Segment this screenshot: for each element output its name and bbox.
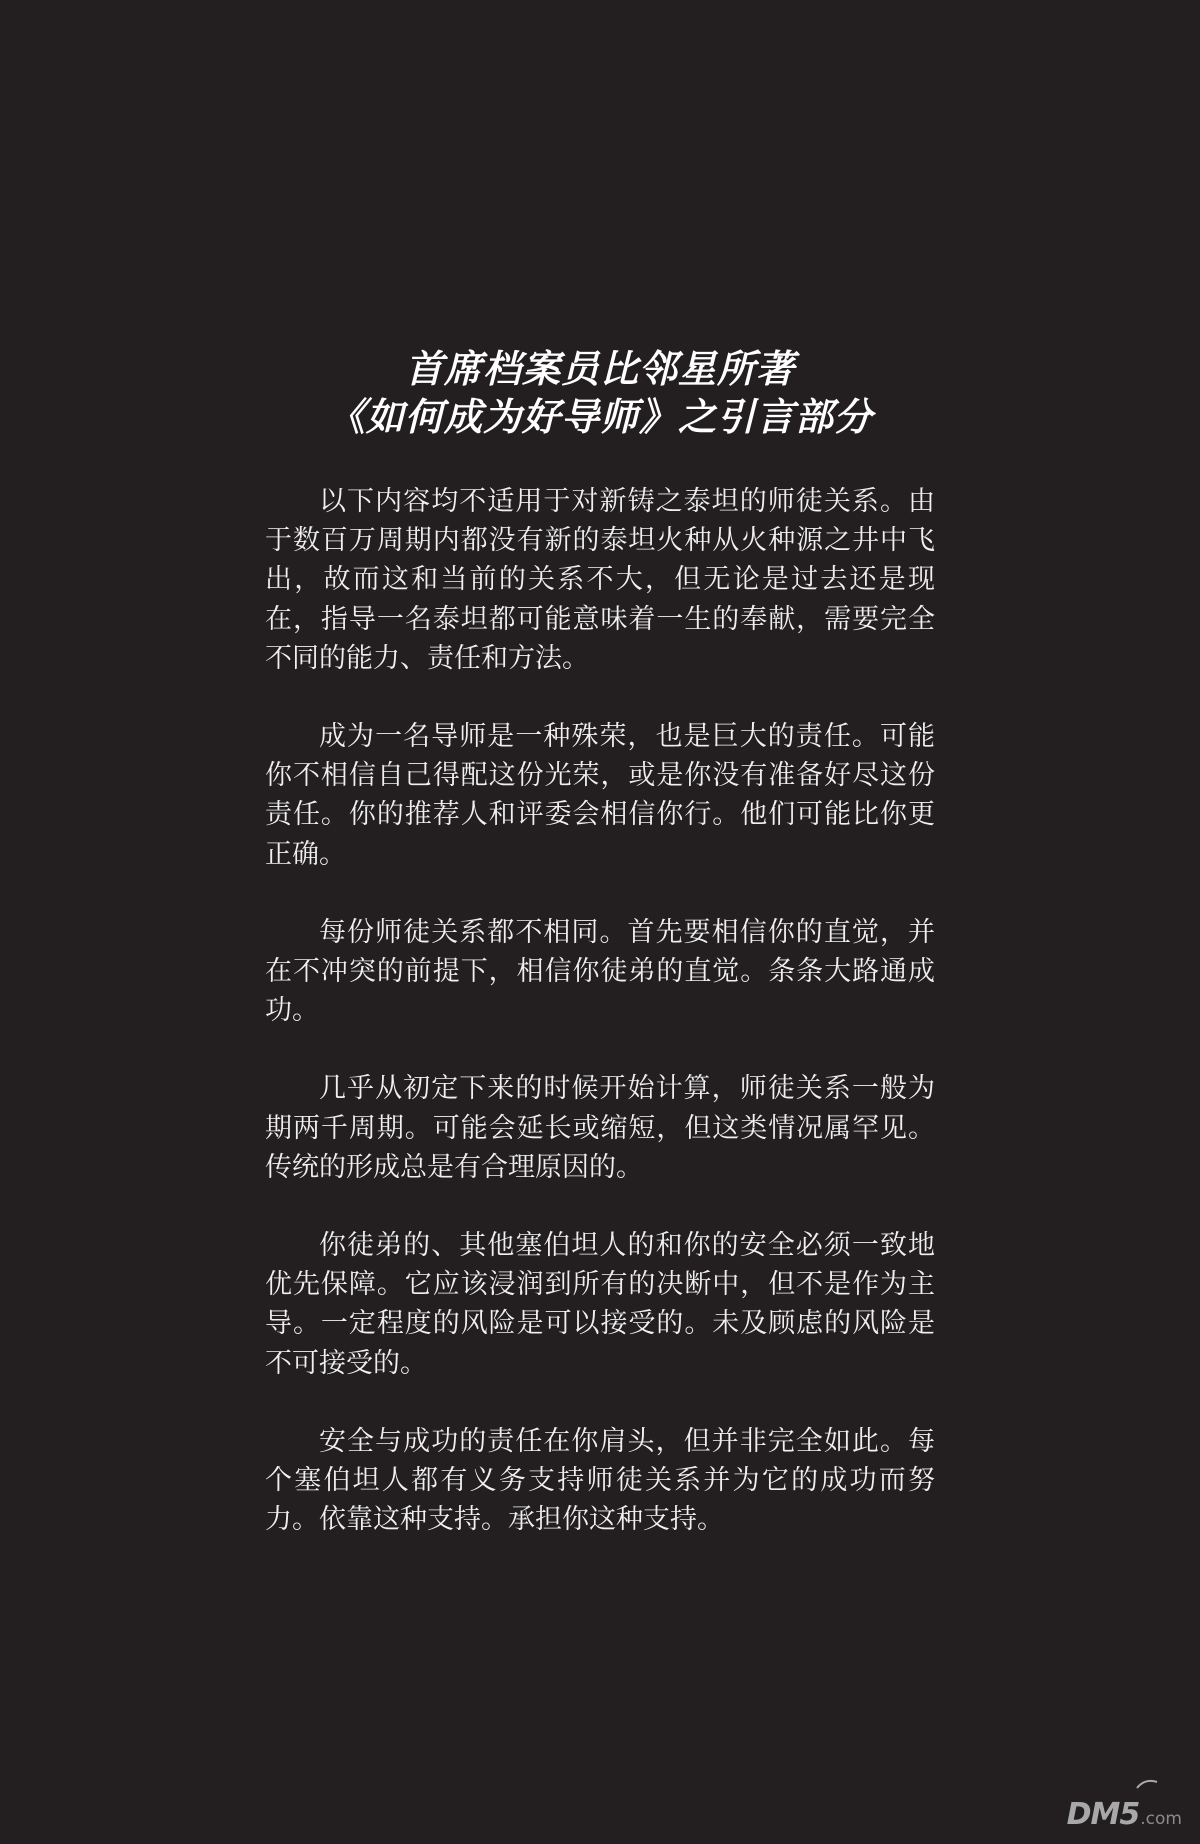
paragraph-4: 几乎从初定下来的时候开始计算，师徒关系一般为期两千周期。可能会延长或缩短，但这类情况属罕见。传统的形成总是有合理原因的。 (265, 1073, 935, 1183)
paragraph-6: 安全与成功的责任在你肩头，但并非完全如此。每个塞伯坦人都有义务支持师徒关系并为它的成功而努力。依靠这种支持。承担你这种支持。 (265, 1425, 935, 1536)
paragraph-5: 你徒弟的、其他塞伯坦人的和你的安全必须一致地优先保障。它应该浸润到所有的决断中，但不是作为主导。一定程度的风险是可以接受的。未及顾虑的风险是不可接受的。 (265, 1230, 935, 1379)
title-line-1: 首席档案员比邻星所著 (404, 347, 795, 391)
paragraph-3: 每份师徒关系都不相同。首先要相信你的直觉，并在不冲突的前提下，相信你徒弟的直觉。条条大路通成功。 (265, 916, 935, 1027)
paragraph-1: 以下内容均不适用于对新铸之泰坦的师徒关系。由于数百万周期内都没有新的泰坦火种从火种源之井中飞出，故而这和当前的关系不大，但无论是过去还是现在，指导一名泰坦都可能意味着一生的奉献，需要完全不同的能力、责任和方法。 (265, 486, 935, 674)
paragraph-2: 成为一名导师是一种殊荣，也是巨大的责任。可能你不相信自己得配这份光荣，或是你没有准备好尽这份责任。你的推荐人和评委会相信你行。他们可能比你更正确。 (265, 721, 935, 870)
watermark-swoosh-icon (1135, 1778, 1159, 1790)
body-text (265, 482, 935, 1578)
watermark-logo: DM5 (1066, 1797, 1140, 1832)
site-watermark (1067, 1790, 1182, 1830)
title-line-2: 《如何成为好导师》之引言部分 (326, 395, 873, 439)
watermark-suffix: .com (1140, 1809, 1182, 1829)
page-title (0, 345, 1200, 441)
